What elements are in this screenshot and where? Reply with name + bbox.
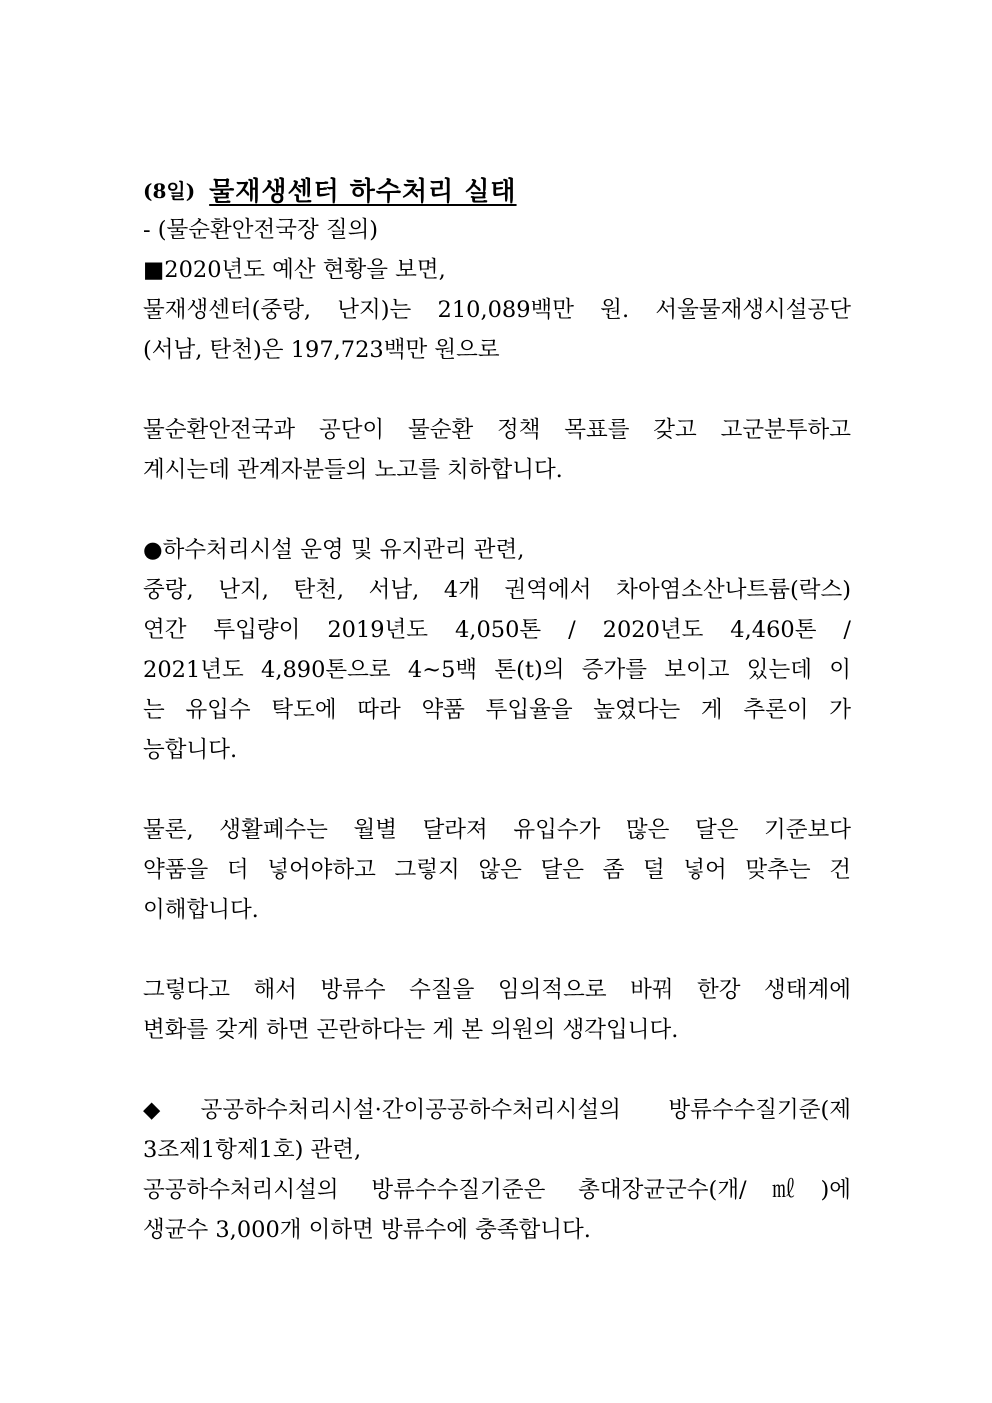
text-line: ●하수처리시설 운영 및 유지관리 관련, [143,537,525,563]
text-line: ■2020년도 예산 현황을 보면, [143,257,446,283]
text-line: 공공하수처리시설의 방류수수질기준은 총대장균군수(개/㎖)에 [143,1177,851,1203]
text-line: 물재생센터(중랑, 난지)는 210,089백만 원. 서울물재생시설공단 [143,297,851,323]
text-line: 중랑, 난지, 탄천, 서남, 4개 권역에서 차아염소산나트륨(락스) [143,577,851,603]
text-line: 물순환안전국과 공단이 물순환 정책 목표를 갖고 고군분투하고 [143,417,851,443]
title-main: 물재생센터 하수처리 실태 [209,177,517,207]
text-line: 능합니다. [143,737,238,763]
text-line: (서남, 탄천)은 197,723백만 원으로 [143,337,500,363]
text-line: ◆공공하수처리시설·간이공공하수처리시설의 방류수수질기준(제 [143,1097,851,1123]
blank-line [143,1050,851,1090]
text-line: - (물순환안전국장 질의) [143,217,379,243]
blank-line [143,770,851,810]
text-line: 물론, 생활폐수는 월별 달라져 유입수가 많은 달은 기준보다 [143,817,851,843]
blank-line [143,370,851,410]
text-line: 연간 투입량이 2019년도 4,050톤 / 2020년도 4,460톤 / [143,617,851,643]
text-line: 는 유입수 탁도에 따라 약품 투입율을 높였다는 게 추론이 가 [143,697,851,723]
document-body [143,168,851,1250]
text-line: 2021년도 4,890톤으로 4~5백 톤(t)의 증가를 보이고 있는데 이 [143,657,851,683]
document-title [143,168,851,208]
blank-line [143,930,851,970]
text-line: 변화를 갖게 하면 곤란하다는 게 본 의원의 생각입니다. [143,1017,679,1043]
text-line: 그렇다고 해서 방류수 수질을 임의적으로 바꿔 한강 생태계에 [143,977,851,1003]
title-date: (8일) [143,179,196,203]
text-line: 3조제1항제1호) 관련, [143,1137,362,1163]
blank-line [143,490,851,530]
text-line: 이해합니다. [143,897,259,923]
text-line: 계시는데 관계자분들의 노고를 치하합니다. [143,457,563,483]
text-line: 생균수 3,000개 이하면 방류수에 충족합니다. [143,1217,591,1243]
text-line: 약품을 더 넣어야하고 그렇지 않은 달은 좀 덜 넣어 맞추는 건 [143,857,851,883]
